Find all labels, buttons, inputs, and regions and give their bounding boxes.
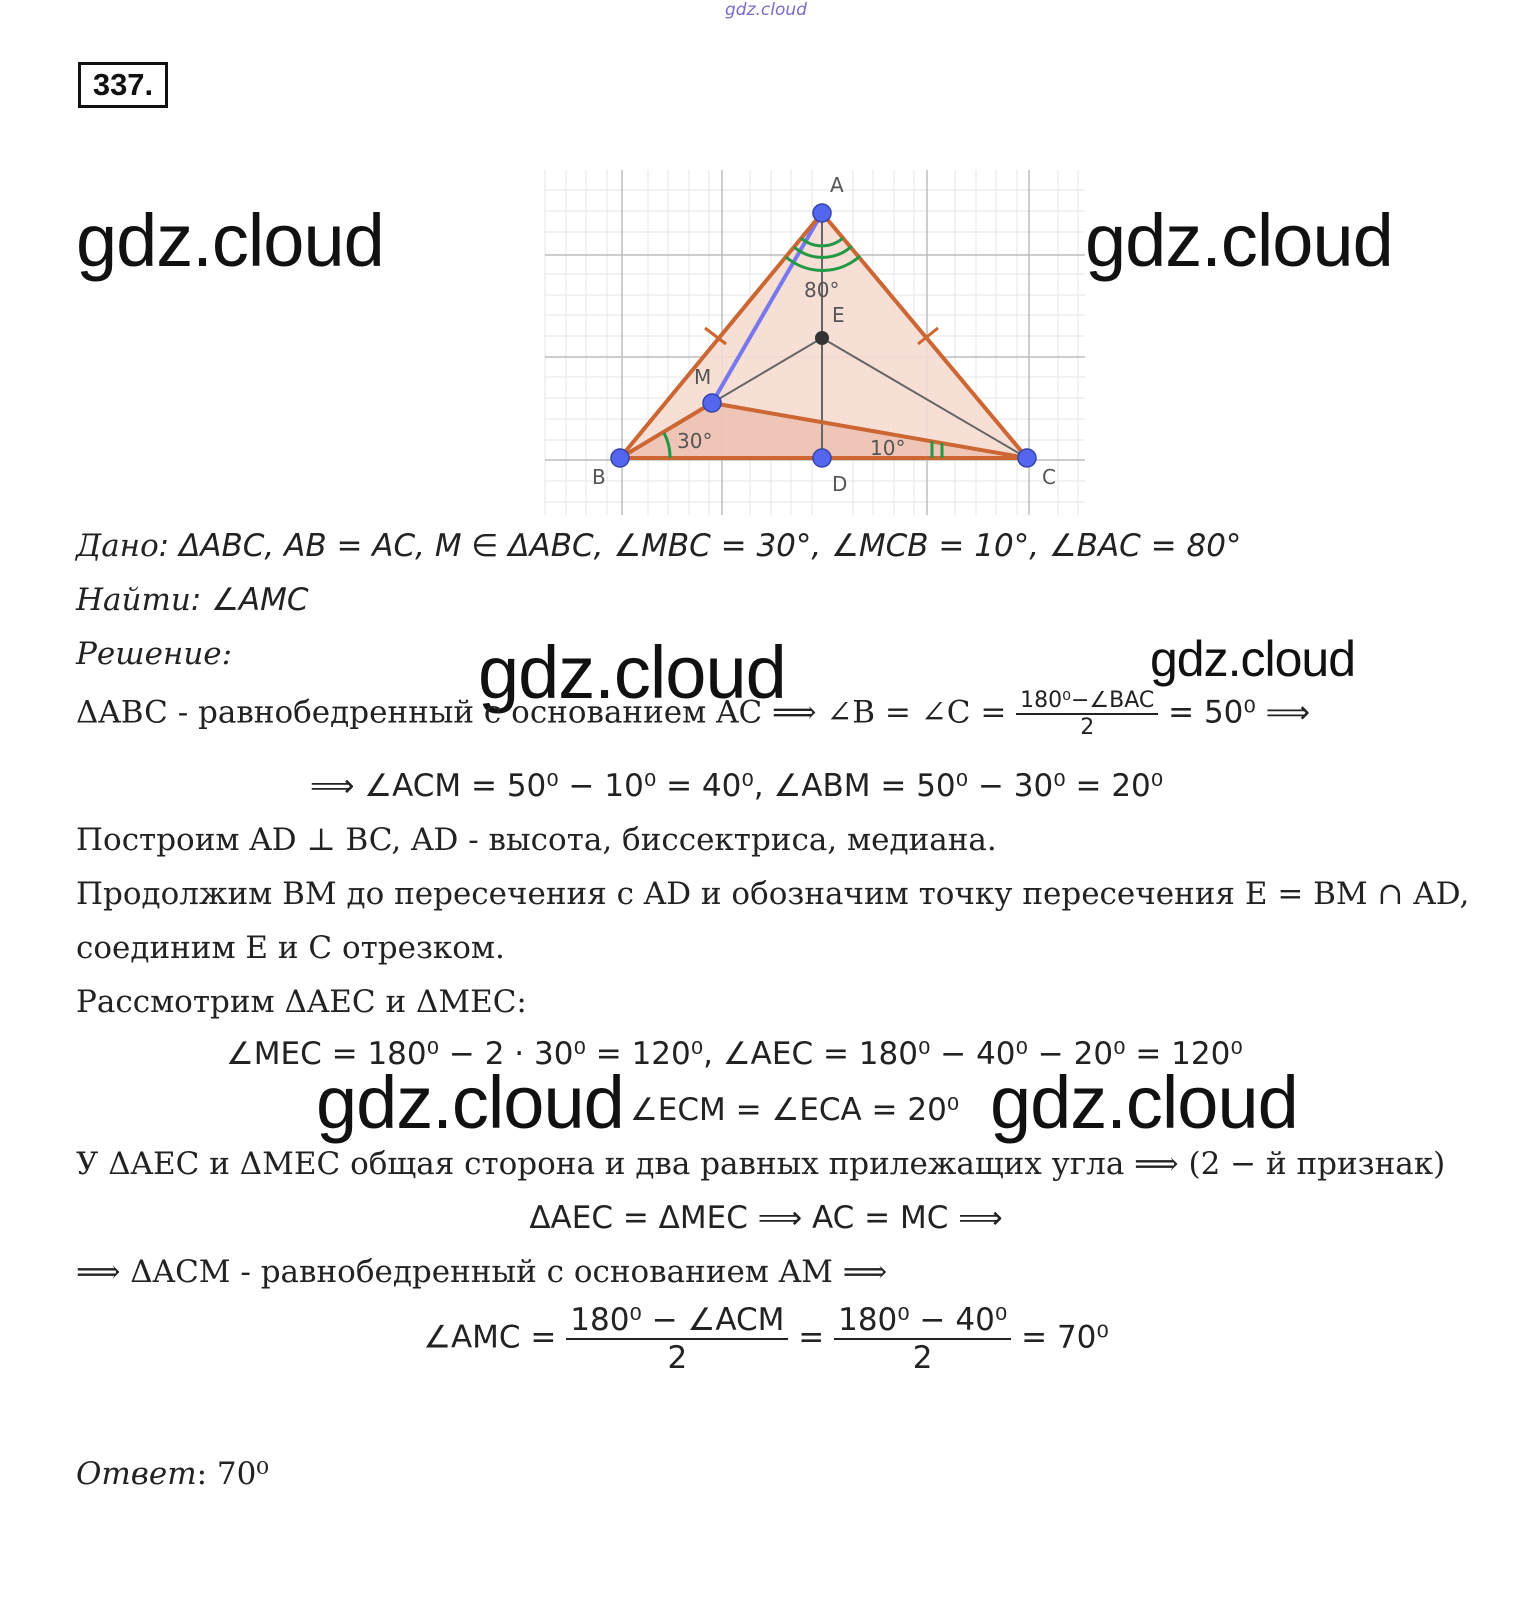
problem-number: 337.	[78, 62, 168, 108]
find-text: : ∠AMC	[190, 582, 309, 618]
solution-line-2: ⟹ ∠ACM = 50⁰ − 10⁰ = 40⁰, ∠ABM = 50⁰ − 30⁰ = 20⁰	[310, 768, 1164, 804]
point-b	[611, 449, 629, 467]
fraction-1	[566, 1302, 788, 1376]
point-m	[703, 394, 721, 412]
fraction-b-c	[1016, 688, 1158, 740]
given-line	[76, 528, 1241, 564]
answer-label: Ответ	[76, 1456, 197, 1492]
line1-end: = 50⁰ ⟹	[1168, 694, 1311, 731]
angle-30-label: 30°	[677, 429, 713, 453]
top-watermark: gdz.cloud	[725, 0, 807, 20]
label-e: E	[832, 303, 845, 327]
watermark-4: gdz.cloud	[1150, 631, 1356, 687]
label-d: D	[832, 472, 848, 496]
watermark-3: gdz.cloud	[478, 631, 786, 714]
triangle-figure	[540, 165, 1090, 525]
label-c: C	[1042, 465, 1056, 489]
label-b: B	[592, 465, 606, 489]
solution-line-4: Продолжим BM до пересечения с AD и обозначим точку пересечения E = BM ∩ AD,	[76, 876, 1470, 912]
angle-80-label: 80°	[804, 278, 840, 302]
find-label: Найти	[76, 582, 191, 618]
solution-line-9: У ΔAEC и ΔMEC общая сторона и два равных прилежащих угла ⟹ (2 − й признак)	[76, 1146, 1446, 1182]
watermark-6: gdz.cloud	[990, 1061, 1298, 1144]
formula-left: ∠AMC =	[423, 1319, 557, 1356]
watermark-2: gdz.cloud	[1085, 199, 1393, 282]
solution-line-6: Рассмотрим ΔAEC и ΔMEC:	[76, 984, 527, 1020]
fraction-1-numerator: 180⁰ − ∠ACM	[566, 1302, 788, 1340]
line1-start: ΔABC - равнобедренный с основанием AC ⟹ ∠B = ∠C =	[76, 694, 1007, 731]
given-label: Дано	[76, 528, 159, 564]
point-a	[813, 204, 831, 222]
fraction-1-denominator: 2	[667, 1340, 688, 1376]
fraction-2	[834, 1302, 1011, 1376]
fraction-2-numerator: 180⁰ − 40⁰	[834, 1302, 1011, 1340]
solution-line-7: ∠MEC = 180⁰ − 2 · 30⁰ = 120⁰, ∠AEC = 180⁰ − 40⁰ − 20⁰ = 120⁰	[226, 1036, 1243, 1072]
given-text: : ΔABC, AB = AC, M ∈ ΔABC, ∠MBC = 30°, ∠MCB = 10°, ∠BAC = 80°	[158, 528, 1242, 564]
fraction-b-c-denominator: 2	[1080, 715, 1095, 740]
solution-line-3: Построим AD ⊥ BC, AD - высота, биссектриса, медиана.	[76, 822, 997, 858]
answer-line	[76, 1456, 269, 1492]
solution-line-5: соединим E и C отрезком.	[76, 930, 505, 966]
label-m: M	[694, 365, 712, 389]
label-a: A	[830, 173, 844, 197]
point-c	[1018, 449, 1036, 467]
fraction-b-c-numerator: 180⁰−∠BAC	[1016, 688, 1158, 715]
fraction-2-denominator: 2	[912, 1340, 933, 1376]
solution-line-11: ⟹ ΔACM - равнобедренный с основанием AM ⟹	[76, 1254, 888, 1290]
angle-10-label: 10°	[870, 436, 906, 460]
solution-line-10: ΔAEC = ΔMEC ⟹ AC = MC ⟹	[529, 1200, 1003, 1236]
answer-text: : 70⁰	[196, 1456, 269, 1492]
solution-line-1	[76, 688, 1310, 740]
watermark-5: gdz.cloud	[316, 1061, 624, 1144]
solution-line-8: ∠ECM = ∠ECA = 20⁰	[630, 1092, 960, 1128]
formula-right: = 70⁰	[1021, 1319, 1109, 1356]
solution-label: Решение:	[76, 636, 233, 672]
formula-mid: =	[798, 1319, 825, 1356]
final-formula	[0, 1302, 1532, 1376]
find-line	[76, 582, 309, 618]
point-d	[813, 449, 831, 467]
point-e	[815, 331, 829, 345]
watermark-1: gdz.cloud	[76, 199, 384, 282]
